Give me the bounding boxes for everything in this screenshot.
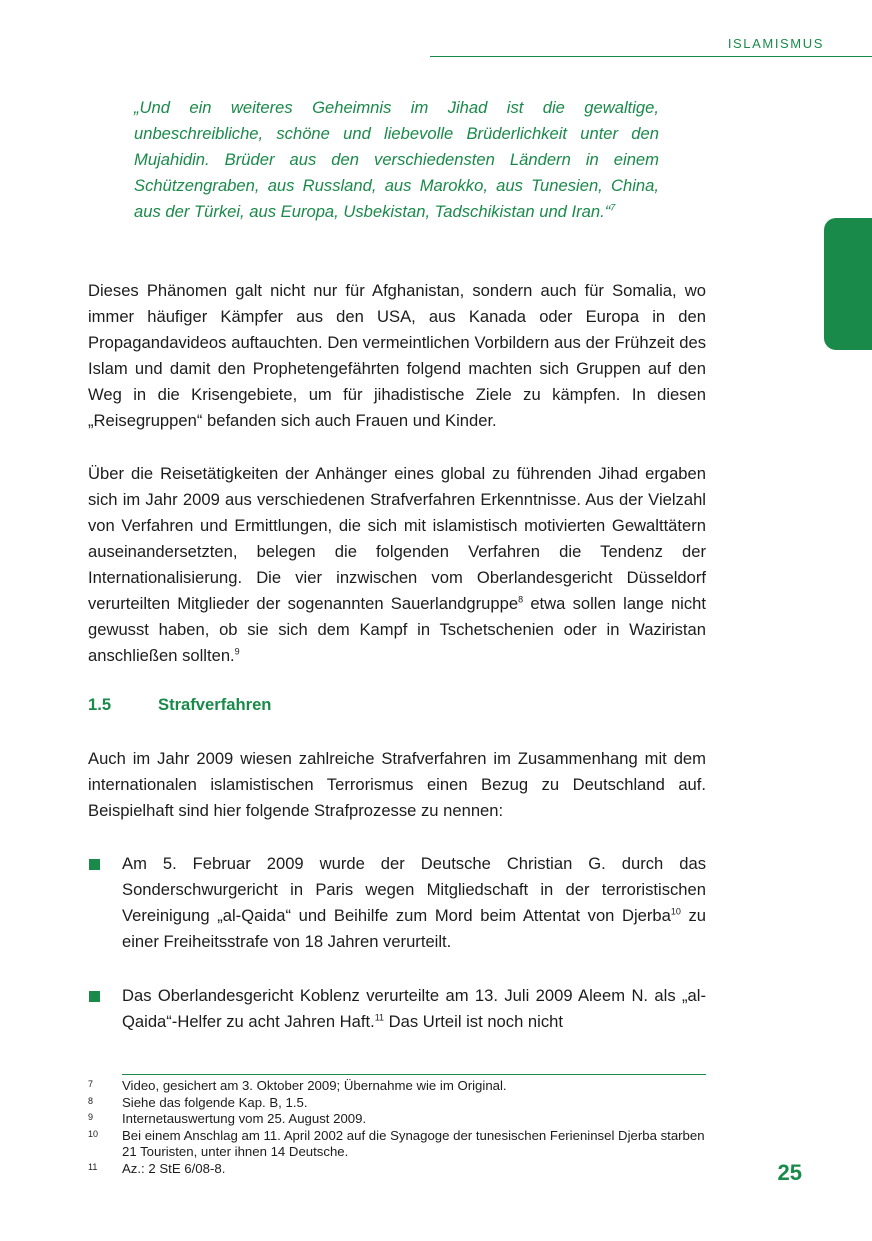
footnote-text: Siehe das folgende Kap. B, 1.5. — [122, 1094, 308, 1110]
footnote — [88, 1161, 710, 1178]
footnote — [88, 1095, 710, 1112]
paragraph-1: Dieses Phänomen galt nicht nur für Afghanistan, sondern auch für Somalia, wo immer häufiger Kämpfer aus den USA, aus Kanada oder Europa in den Propagandavideos auftauchten. Den vermeintlichen Vorbildern aus der Frühzeit des Islam und damit den Prophetengefährten folgend machten sich Gruppen auf den Weg in die Krisengebiete, um für jihadistische Ziele zu kämpfen. In diesen „Reisegruppen“ befanden sich auch Frauen und Kinder. — [88, 281, 706, 430]
footnote-ref-8: 8 — [518, 594, 524, 605]
footnote-text: Internetauswertung vom 25. August 2009. — [122, 1111, 367, 1126]
section-heading — [88, 695, 271, 715]
bullet-2-part-b: Das Urteil ist noch nicht — [384, 1012, 563, 1031]
footnotes — [88, 1078, 710, 1177]
footnote — [88, 1128, 710, 1161]
paragraph-2-part-a: Über die Reisetätigkeiten der Anhänger eines global zu führenden Jihad ergaben sich im Jahr 2009 aus verschiedenen Strafverfahren Erkenntnisse. Aus der Vielzahl von Verfahren und Ermittlungen, die sich mit islamistisch motivierten Gewalttätern auseinandersetzten, belegen die folgenden Verfahren die Tendenz der Internationalisierung. Die vier inzwischen vom Oberlandesgericht Düsseldorf verurteilten Mitglieder der sogenannten Sauerlandgruppe — [88, 464, 706, 613]
footnote-ref-11: 11 — [374, 1012, 385, 1023]
bullet-1-part-b: zu einer Freiheitsstrafe von 18 Jahren verurteilt. — [122, 906, 707, 951]
bullet-text — [122, 983, 706, 1035]
section-title: Strafverfahren — [158, 695, 272, 714]
footnote-ref-9: 9 — [234, 646, 240, 657]
footnote-ref-10: 10 — [670, 906, 681, 917]
footnote-text: Bei einem Anschlag am 11. April 2002 auf die Synagoge der tunesischen Ferieninsel Djerba starben 21 Touristen, unter ihnen 14 Deutsche. — [122, 1127, 705, 1159]
section-number: 1.5 — [88, 695, 112, 714]
paragraph-2 — [88, 461, 706, 669]
paragraph-2-part-b: etwa sollen lange nicht gewusst haben, ob sie sich dem Kampf in Tschetschenien oder in Waziristan anschließen sollten. — [88, 594, 706, 665]
footnote-number: 7 — [88, 1079, 94, 1089]
quote-text: „Und ein weiteres Geheimnis im Jihad ist die gewaltige, unbeschreibliche, schöne und liebevolle Brüderlichkeit unter den Mujahidin. Brüder aus den verschiedensten Ländern in einem Schützengraben, aus Russland, aus Marokko, aus Tunesien, China, aus der Türkei, aus Europa, Usbekistan, Tadschikistan und Iran.“ — [134, 98, 659, 221]
footnote — [88, 1078, 710, 1095]
list-item — [88, 851, 706, 955]
footnote-text: Az.: 2 StE 6/08-8. — [122, 1160, 226, 1176]
footnote-ref-7: 7 — [610, 202, 616, 213]
bullet-1-part-a: Am 5. Februar 2009 wurde der Deutsche Christian G. durch das Sonderschwurgericht in Paris wegen Mitgliedschaft in der terroristischen Vereinigung „al-Qaida“ und Beihilfe zum Mord beim Attentat von Djerba — [122, 854, 706, 925]
bullet-square-icon — [89, 991, 100, 1002]
header-rule — [430, 56, 872, 57]
footnote-number: 10 — [88, 1128, 99, 1139]
bullet-square-icon — [89, 859, 100, 870]
footnote — [88, 1111, 710, 1128]
quote-block — [134, 95, 659, 225]
footnote-rule — [122, 1074, 706, 1075]
footnote-number: 11 — [88, 1161, 98, 1172]
bullet-2-part-a: Das Oberlandesgericht Koblenz verurteilte am 13. Juli 2009 Aleem N. als „al-Qaida“-Helfer zu acht Jahren Haft. — [122, 986, 706, 1031]
paragraph-3: Auch im Jahr 2009 wiesen zahlreiche Strafverfahren im Zusammenhang mit dem internationalen islamistischen Terrorismus einen Bezug zu Deutschland auf. Beispielhaft sind hier folgende Strafprozesse zu nennen: — [88, 749, 706, 820]
page-number: 25 — [777, 1160, 802, 1185]
list-item — [88, 983, 706, 1035]
chapter-tab — [824, 218, 872, 350]
running-header: ISLAMISMUS — [727, 36, 824, 51]
bullet-text — [122, 851, 706, 955]
footnote-number: 8 — [88, 1095, 94, 1106]
footnote-number: 9 — [88, 1112, 94, 1122]
footnote-text: Video, gesichert am 3. Oktober 2009; Übernahme wie im Original. — [122, 1078, 507, 1093]
